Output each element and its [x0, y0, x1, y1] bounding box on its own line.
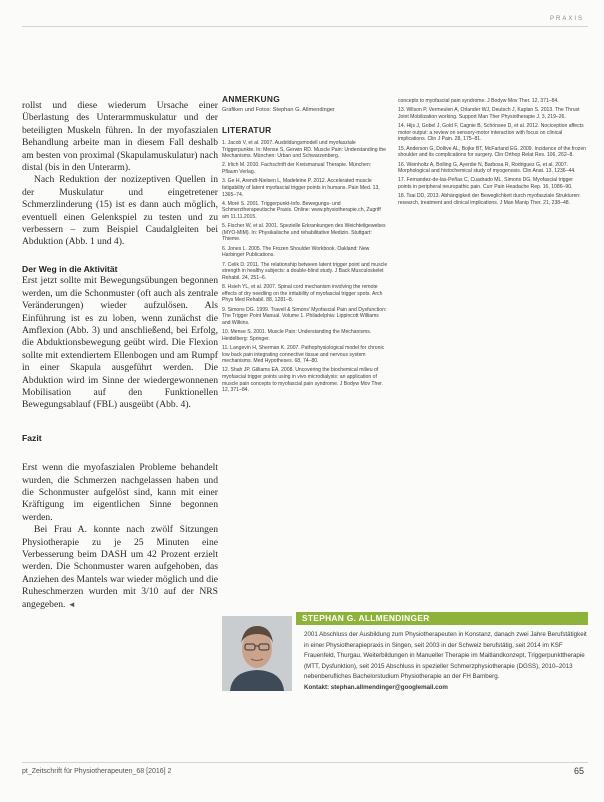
- reference-item: 12. Shah JP, Gilliams EA. 2008. Uncovering the biochemical milieu of myofascial trigger points using in vivo microdialysis: an application of muscle pain concepts to myofascial pain syndrome. J Bodyw Mov Ther. 12, 371–84.: [222, 367, 383, 394]
- reference-item: 8. Hsieh YL, et al. 2007. Spinal cord mechanism involving the remote effects of dry needling on the irritability of myofascial trigger spots. Arch Phys Med Rehabil. 88, 1281–8.: [222, 284, 383, 304]
- note-text: Grafiken und Fotos: Stephan G. Allmendinger: [222, 107, 335, 113]
- reference-item: 18. Tsai DD, 2013. Abhängigkeit der Beweglichkeit durch myofasziale Strukturen: research, treatment and clinical implications. J Man Manip Ther. 21, 238–48.: [398, 193, 581, 206]
- reference-item: 17. Fernandez-de-las-Peñas C, Cuadrado ML, Simons DG. Myofascial trigger points in peripheral neuropathic pain. Curr Pain Headache Rep. 16, 1086–90.: [398, 177, 573, 190]
- reference-list: [398, 98, 586, 388]
- note-heading: ANMERKUNG: [222, 94, 281, 104]
- reference-item: 1. Jacob V, et al. 2007. Ausbildungsmodell und myofasziale Triggerpunkte. In: Mense S, Gerwin RD. Muscle Pain: Understanding the Mechanisms. München: Urban und Schwarzenberg.: [222, 140, 387, 160]
- reference-item: 9. Simons DG. 1999. Travell & Simons' Myofascial Pain and Dysfunction: The Trigger Point Manual. Volume 1. Philadelphia: Lippincott Williams and Wilkins.: [222, 306, 387, 326]
- author-contact: Kontakt: stephan.allmendinger@googlemail.com: [304, 683, 448, 691]
- reference-item: 11. Langevin H, Sherman K. 2007. Pathophysiological model for chronic low back pain integrating connective tissue and nervous system mechanisms. Med Hypotheses. 68, 74–80.: [222, 344, 385, 365]
- paragraph-text: Bei Frau A. konnte nach zwölf Sitzungen Physiotherapie zu je 25 Minuten eine Verbesserung beim DASH um 42 Prozent erzielt werden. Die Schonmuster waren aufgehoben, das Anziehen des Mantels war wieder möglich und die Ruheschmerzen wurden mit 3/10 auf der NRS angegeben.: [22, 524, 218, 610]
- reference-item: 16. Weinholtz A, Bolling G, Ayerdie N, Barbosa R, Rodriguez G, et al. 2007. Morphological and histochemical study of myogenosis. Clin Anat. 13, 1236–44.: [398, 161, 576, 175]
- author-name: STEPHAN G. ALLMENDINGER: [302, 613, 430, 623]
- header-rule: [22, 26, 588, 27]
- reference-item: 4. Moré S. 2001. Triggerpunkt-Info. Bewegungs- und Schmerztherapeutische Praxis. Online: www.physiotherapie.ch, Zugriff am 11.11.2015.: [222, 200, 381, 220]
- reference-item: 7. Celik D. 2011. The relationship between latent trigger point and muscle strength in healthy subjects: a double-blind study. J Back Musculoskelet Rehabil. 24, 251–6.: [222, 261, 388, 281]
- author-photo: [222, 616, 292, 691]
- reference-item: 10. Mense S. 2001. Muscle Pain: Understanding the Mechanisms. Heidelberg: Springer.: [222, 329, 372, 342]
- literature-heading: LITERATUR: [222, 125, 272, 135]
- reference-item: 14. Hijs J, Gobel J, Gold F, Cagnie B, Schönsee D, et al. 2012. Nociception affects motor output: a review on sensory-motor interaction with focus on clinical implications. Clin J Pain. 28, 175–81.: [398, 123, 584, 143]
- reference-item: 15. Anderson G, Dollive AL, Bojke BT, McFarland EG. 2009. Incidence of the frozen shoulder and its complications for surgery. Clin Orthop Relat Res. 106, 262–8.: [398, 145, 586, 159]
- journal-footer: pt_Zeitschrift für Physiotherapeuten_68 [2016] 2: [22, 768, 172, 775]
- bio-paragraph: 2001 Abschluss der Ausbildung zum Physiotherapeuten in Konstanz, danach zwei Jahre Berufstätigkeit in einer Physiotherapiepraxis in Singen, seit 2003 in der Schweiz berufstätig, seit 2014 im KSF Frauenfeld, Thurgau. Weiterbildungen in Manueller Therapie im Maitlandkonzept, Triggerpunkttherapie (MTT, Dysfunktion), seit 2015 Abschluss in spezieller Schmerzphysiotherapie (DGSS), 2010–2013 nebenberufliches Bachelorstudium Physiotherapie an der FH Bamberg.: [304, 631, 587, 681]
- reference-column-right: [398, 98, 586, 388]
- reference-item: 3. Ge H, Arendt-Nielsen L, Madeleine P. 2012. Accelerated muscle fatigability of latent myofascial trigger points in humans. Pain Med. 13, 1365–74.: [222, 178, 380, 198]
- reference-item: 6. Jones L. 2005. The Frozen Shoulder Workbook. Oakland: New Harbinger Publications.: [222, 245, 370, 259]
- section-heading-fazit: Fazit: [22, 432, 42, 443]
- paragraph: Nach Reduktion der nozizeptiven Quellen in der Muskulatur und eingetretener Schmerzlinderung (15) ist es dann auch möglich, eventuell einen Gelenkspiel zu testen und zu verbessern – zum Beispiel Caudalgleiten bei Abduktion (Abb. 1 und 4).: [22, 174, 218, 248]
- reference-item: 13. Wilson P, Vermeulen A, Orlander WJ, Deutsch J, Kaplan S. 2013. The Thrust Joint Mobilization working. Support Man Ther Physiotherapie J. 3, 219–26.: [398, 107, 580, 120]
- paragraph: Erst wenn die myofaszialen Probleme behandelt wurden, die Schmerzen nachgelassen haben und die Schonmuster aufgelöst sind, kann mit einer Kräftigung im eigentlichen Sinne begonnen werden.: [22, 462, 218, 523]
- reference-item: 5. Fischer W, et al. 2001. Spezielle Erkrankungen des Weichteilgewebes (MYO-MIM). In: Physikalische und rehabilitative Medizin. Stuttgart: Thieme.: [222, 223, 386, 243]
- reference-item: 2. Irlich M. 2010. Fachschrift der Kreismanual Therapie. München: Pflaum Verlag.: [222, 162, 372, 176]
- footer-rule: [22, 762, 588, 763]
- body-text-column: [22, 100, 218, 611]
- reference-list: [222, 140, 388, 614]
- author-bio-text: [304, 630, 588, 694]
- page-number: 65: [573, 766, 584, 776]
- author-bio-box: [222, 612, 588, 758]
- paragraph: [22, 524, 218, 611]
- section-heading-activity: Der Weg in die Aktivität: [22, 263, 118, 274]
- reference-item: concepts to myofascial pain syndrome. J Bodyw Mov Ther. 12, 371–84.: [398, 98, 559, 104]
- end-of-article-icon: ◄: [67, 599, 76, 609]
- paragraph: rollst und diese wiederum Ursache einer Überlastung des Unterarmmuskulatur und der beteiligten Muskeln führen. In der myofaszialen Behandlung arbeite man in diesem Fall deshalb am besten von proximal (Skapulamuskulatur) nach distal (bis in den Unterarm).: [22, 100, 218, 174]
- paragraph: Erst jetzt sollte mit Bewegungsübungen begonnen werden, um die Schonmuster (oft auch als zentrale Veränderungen) wieder aufzulösen. Als Einführung ist es zu loben, wenn zunächst die Amflexion (Abb. 3) und anschließend, bei Erfolg, die Abduktionsbewegung geübt wird. Die Flexion sollte mit extendiertem Ellenbogen und am Rumpf in einer Skapula ausgeführt werden. Die Abduktion wird im Sinne der wiedergewonnenen Mobilisation auf den Funktionellen Bewegungsablauf (FBL) ausgeübt (Abb. 4).: [22, 275, 218, 411]
- reference-column-middle: [222, 94, 388, 614]
- section-label: PRAXIS: [549, 16, 584, 22]
